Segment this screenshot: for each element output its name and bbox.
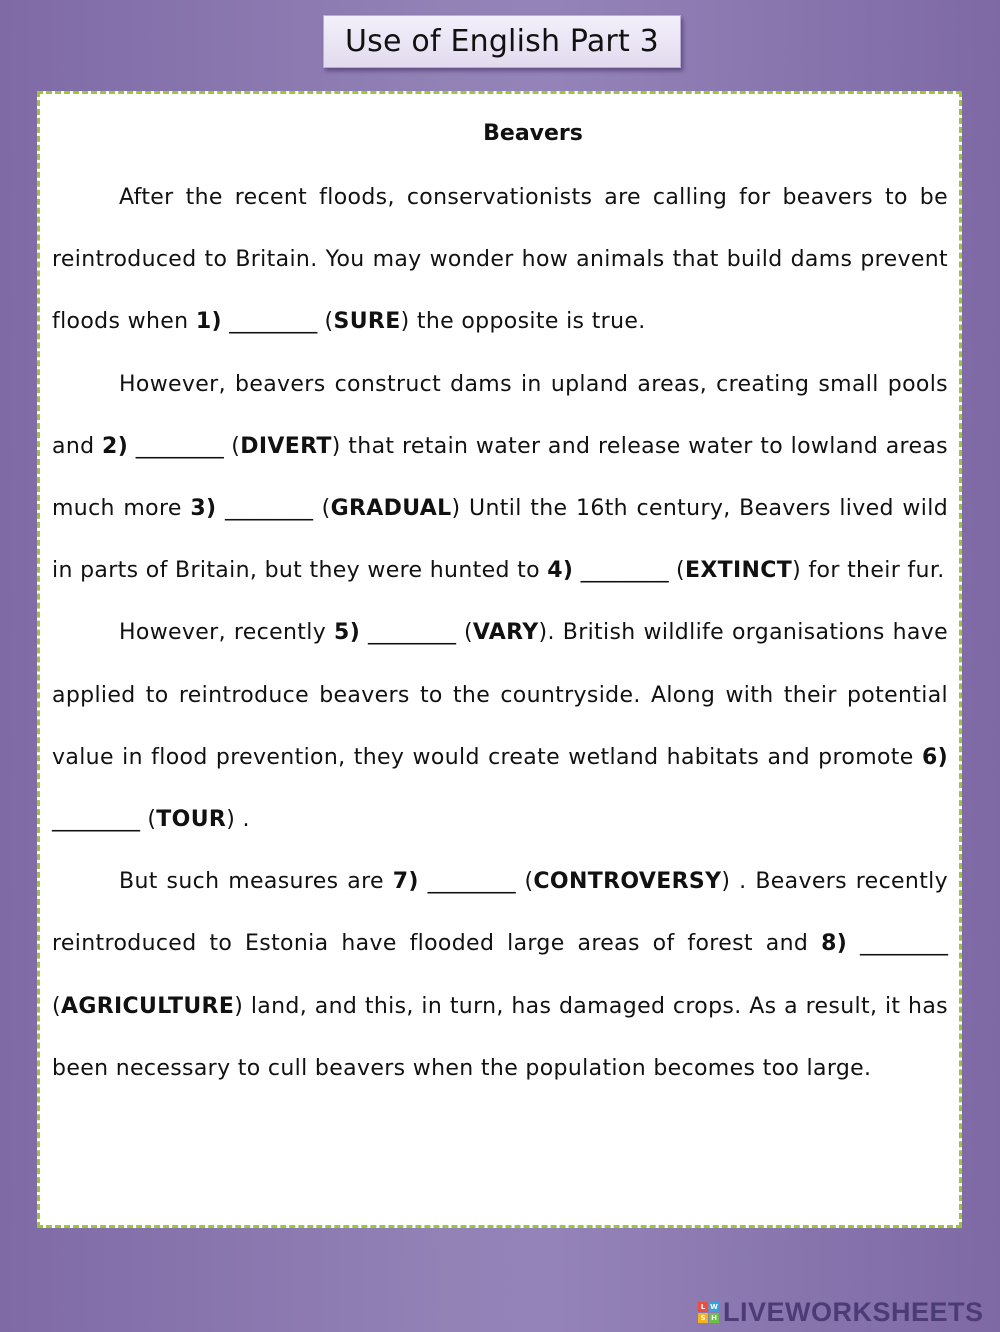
document-title: Beavers [483, 121, 583, 146]
answer-blank[interactable]: ________ [135, 433, 224, 459]
answer-blank[interactable]: ________ [225, 496, 314, 522]
paragraph [52, 602, 948, 851]
text-segment [360, 620, 368, 645]
text-segment: ) . Beavers recently reintroduced to Estonia have flooded large areas of forest and [52, 869, 949, 957]
text-segment: However, recently [119, 620, 335, 646]
text-segment: ( [313, 496, 331, 522]
keyword: EXTINCT [684, 558, 793, 584]
answer-blank[interactable]: ________ [580, 558, 669, 584]
keyword: CONTROVERSY [533, 869, 722, 895]
keyword: GRADUAL [330, 496, 452, 522]
text-segment: However, beavers construct dams in upland areas, creating small pools and [52, 371, 948, 459]
text-segment: ) that retain water and release water to lowland areas much more [52, 433, 948, 522]
paragraph [52, 354, 948, 603]
logo-square: W [710, 1302, 718, 1311]
liveworksheets-logo [698, 1296, 984, 1328]
paragraph [52, 167, 948, 354]
text-segment [216, 496, 225, 521]
text-segment [419, 869, 428, 894]
text-segment: ) Until the 16th century, Beavers lived wild in parts of Britain, but they were hunted to [52, 496, 949, 584]
answer-blank[interactable]: ________ [368, 620, 457, 646]
answer-blank[interactable]: ________ [860, 931, 949, 957]
document-body [52, 167, 948, 1100]
text-segment: ( [668, 558, 685, 584]
keyword: VARY [472, 620, 539, 646]
page-title-box [323, 15, 681, 68]
text-segment [847, 931, 860, 956]
keyword: DIVERT [240, 433, 332, 459]
text-segment: ) the opposite is true. [400, 309, 646, 335]
logo-text: LIVEWORKSHEETS [723, 1296, 984, 1327]
keyword: SURE [333, 309, 401, 335]
answer-blank[interactable]: ________ [229, 309, 318, 335]
gap-number: 2) [102, 433, 129, 459]
text-segment: ( [515, 869, 534, 895]
gap-number: 6) [921, 744, 948, 770]
text-segment: But such measures are [119, 869, 393, 895]
gap-number: 4) [547, 558, 574, 584]
keyword: AGRICULTURE [60, 993, 235, 1019]
text-segment: ( [140, 807, 157, 833]
logo-square: L [698, 1302, 708, 1312]
page-title: Use of English Part 3 [345, 24, 659, 59]
keyword: TOUR [156, 807, 227, 833]
text-segment: ) land, and this, in turn, has damaged crops. As a result, it has been necessary to cull beavers when the population becomes too large. [52, 993, 948, 1081]
text-segment [573, 558, 580, 583]
logo-icon [698, 1302, 719, 1323]
logo-square: S [698, 1313, 708, 1323]
gap-number: 7) [392, 869, 419, 895]
answer-blank[interactable]: ________ [427, 869, 516, 895]
text-segment: ( [317, 309, 334, 335]
gap-number: 1) [195, 309, 222, 335]
gap-number: 8) [821, 931, 848, 957]
gap-number: 5) [334, 620, 361, 646]
text-segment: ( [52, 993, 61, 1019]
logo-square: H [709, 1313, 719, 1323]
text-segment: ). British wildlife organisations have applied to reintroduce beavers to the countryside. Along with their potential value in flood prevention, they would create wetland habitats and promote [52, 620, 948, 770]
text-segment: ( [223, 433, 241, 459]
text-segment: ( [456, 620, 473, 646]
text-segment [128, 434, 136, 459]
text-segment: ) . [226, 807, 250, 833]
text-segment: ) for their fur. [792, 558, 945, 584]
paragraph [52, 851, 948, 1100]
answer-blank[interactable]: ________ [52, 807, 140, 833]
text-segment: After the recent floods, conservationists are calling for beavers to be reintroduced to Britain. You may wonder how animals that build dams prevent floods when [52, 185, 948, 335]
gap-number: 3) [190, 496, 217, 522]
